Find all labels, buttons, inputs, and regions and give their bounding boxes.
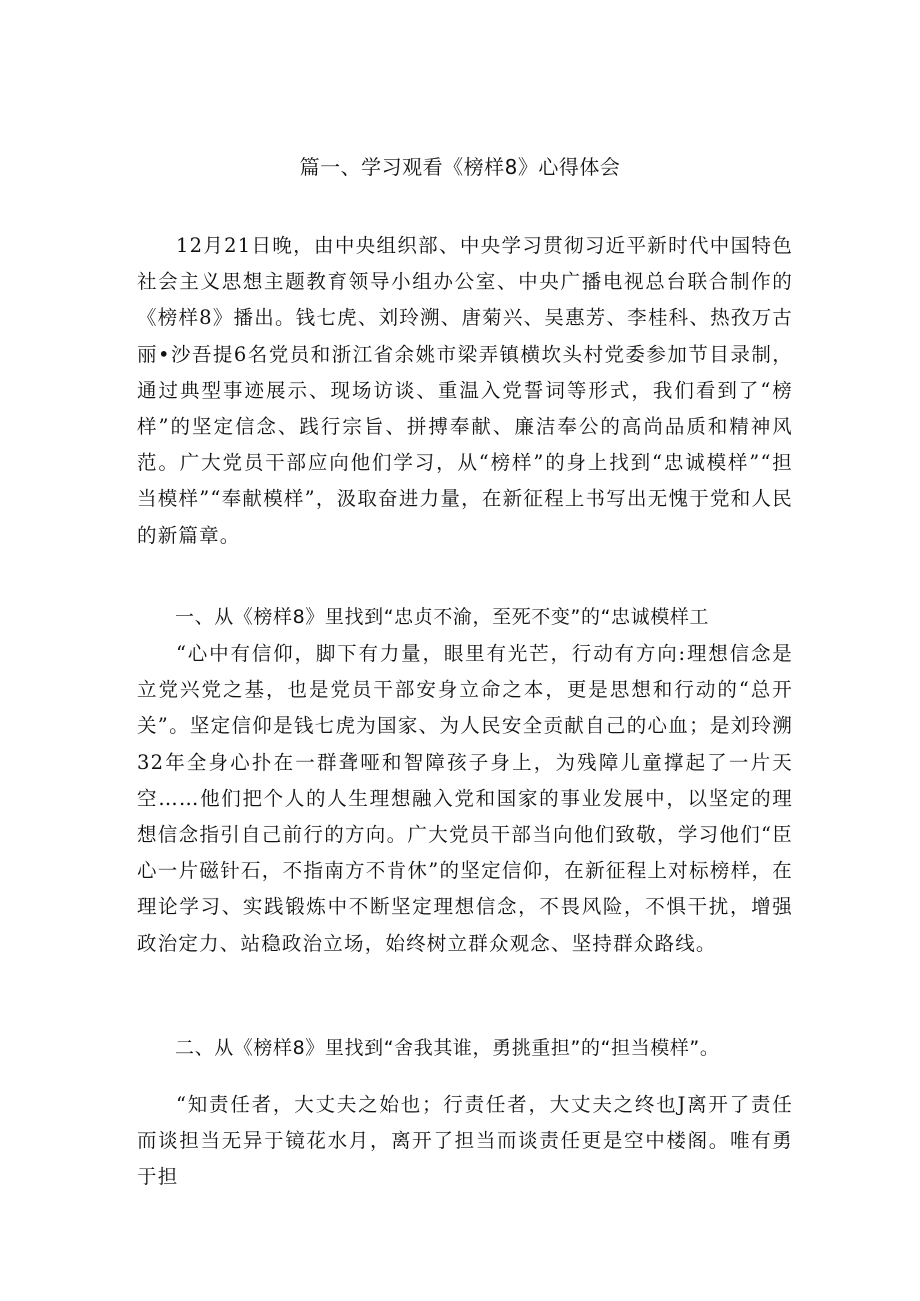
section-heading-2: 二、从《榜样8》里找到“舍我其谁，勇挑重担”的“担当模样”。 (175, 1037, 720, 1059)
document-title: 篇一、学习观看《榜样8》心得体会 (299, 155, 621, 179)
section-body-2: “知责任者，大丈夫之始也；行责任者，大丈夫之终也J离开了责任而谈担当无异于镜花水月，离开了担当而谈责任更是空中楼阁。唯有勇于担 (137, 1093, 793, 1189)
intro-paragraph: 12月21日晚，由中央组织部、中央学习贯彻习近平新时代中国特色社会主义思想主题教育领导小组办公室、中央广播电视总台联合制作的《榜样8》播出。钱七虎、刘玲溯、唐菊兴、吴惠芳、李桂科、热孜万古丽•沙吾提6名党员和浙江省余姚市梁弄镇横坎头村党委参加节目录制，通过典型事迹展示、现场访谈、重温入党誓词等形式，我们看到了“榜样”的坚定信念、践行宗旨、拼搏奉献、廉洁奉公的高尚品质和精神风范。广大党员干部应向他们学习，从“榜样”的身上找到“忠诚模样”“担当模样”“奉献模样”，汲取奋进力量，在新征程上书写出无愧于党和人民的新篇章。 (137, 234, 793, 547)
section-heading-1: 一、从《榜样8》里找到“忠贞不渝，至死不变”的“忠诚模样工 (175, 606, 710, 628)
section-body-1: “心中有信仰，脚下有力量，眼里有光芒，行动有方向:理想信念是立党兴党之基，也是党员干部安身立命之本，更是思想和行动的“总开关”。坚定信仰是钱七虎为国家、为人民安全贡献自己的心血；是刘玲溯32年全身心扑在一群聋哑和智障孩子身上，为残障儿童撑起了一片天空……他们把个人的人生理想融入党和国家的事业发展中，以坚定的理想信念指引自己前行的方向。广大党员干部当向他们致敬，学习他们“臣心一片磁针石，不指南方不肯休”的坚定信仰，在新征程上对标榜样，在理论学习、实践锻炼中不断坚定理想信念，不畏风险，不惧干扰，增强政治定力、站稳政治立场，始终树立群众观念、坚持群众路线。 (137, 642, 793, 955)
